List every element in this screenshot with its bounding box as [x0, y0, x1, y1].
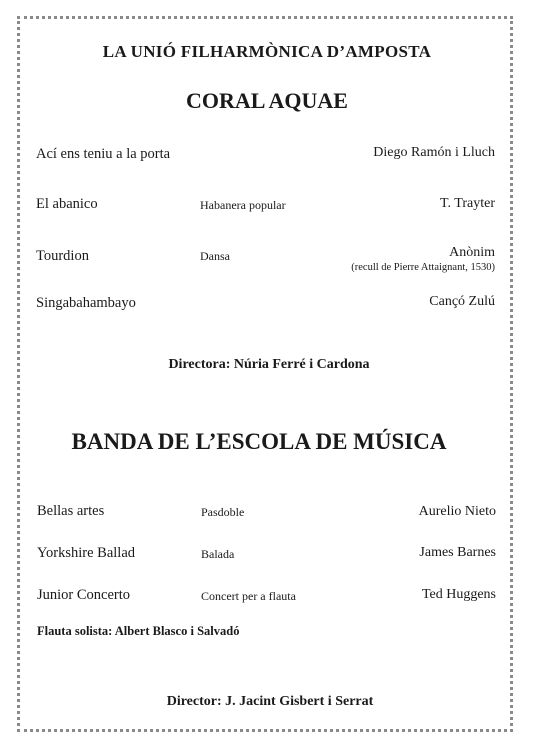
banda-piece-composer: Ted Huggens	[421, 587, 496, 602]
banda-piece-genre: Pasdoble	[201, 505, 245, 519]
banda-piece-composer: Aurelio Nieto	[418, 504, 496, 519]
coral-piece-note: (recull de Pierre Attaignant, 1530)	[351, 262, 495, 273]
coral-piece-genre: Dansa	[200, 249, 230, 263]
coral-piece-title: El abanico	[36, 196, 98, 212]
banda-piece-composer: James Barnes	[419, 545, 496, 560]
coral-piece-composer: T. Trayter	[440, 196, 495, 211]
banda-soloist: Flauta solista: Albert Blasco i Salvadó	[37, 624, 240, 638]
banda-piece-title: Yorkshire Ballad	[37, 545, 136, 561]
coral-piece-title: Singabahambayo	[36, 295, 136, 311]
banda-piece-title: Junior Concerto	[37, 587, 131, 603]
organization-heading: LA UNIÓ FILHARMÒNICA D’AMPOSTA	[102, 42, 432, 61]
banda-piece-title: Bellas artes	[37, 503, 105, 519]
coral-piece-composer: Anònim	[449, 245, 495, 260]
coral-piece-composer: Cançó Zulú	[429, 294, 495, 309]
banda-piece-genre: Balada	[201, 547, 235, 561]
coral-piece-title: Ací ens teniu a la porta	[36, 146, 171, 162]
banda-piece-genre: Concert per a flauta	[201, 589, 296, 603]
coral-director: Directora: Núria Ferré i Cardona	[168, 357, 370, 372]
coral-section-title: CORAL AQUAE	[186, 88, 348, 113]
coral-piece-genre: Habanera popular	[200, 198, 286, 212]
banda-director: Director: J. Jacint Gisbert i Serrat	[166, 694, 374, 709]
banda-section-title: BANDA DE L’ESCOLA DE MÚSICA	[71, 429, 447, 454]
coral-piece-composer: Diego Ramón i Lluch	[373, 145, 495, 160]
coral-piece-title: Tourdion	[36, 248, 89, 264]
